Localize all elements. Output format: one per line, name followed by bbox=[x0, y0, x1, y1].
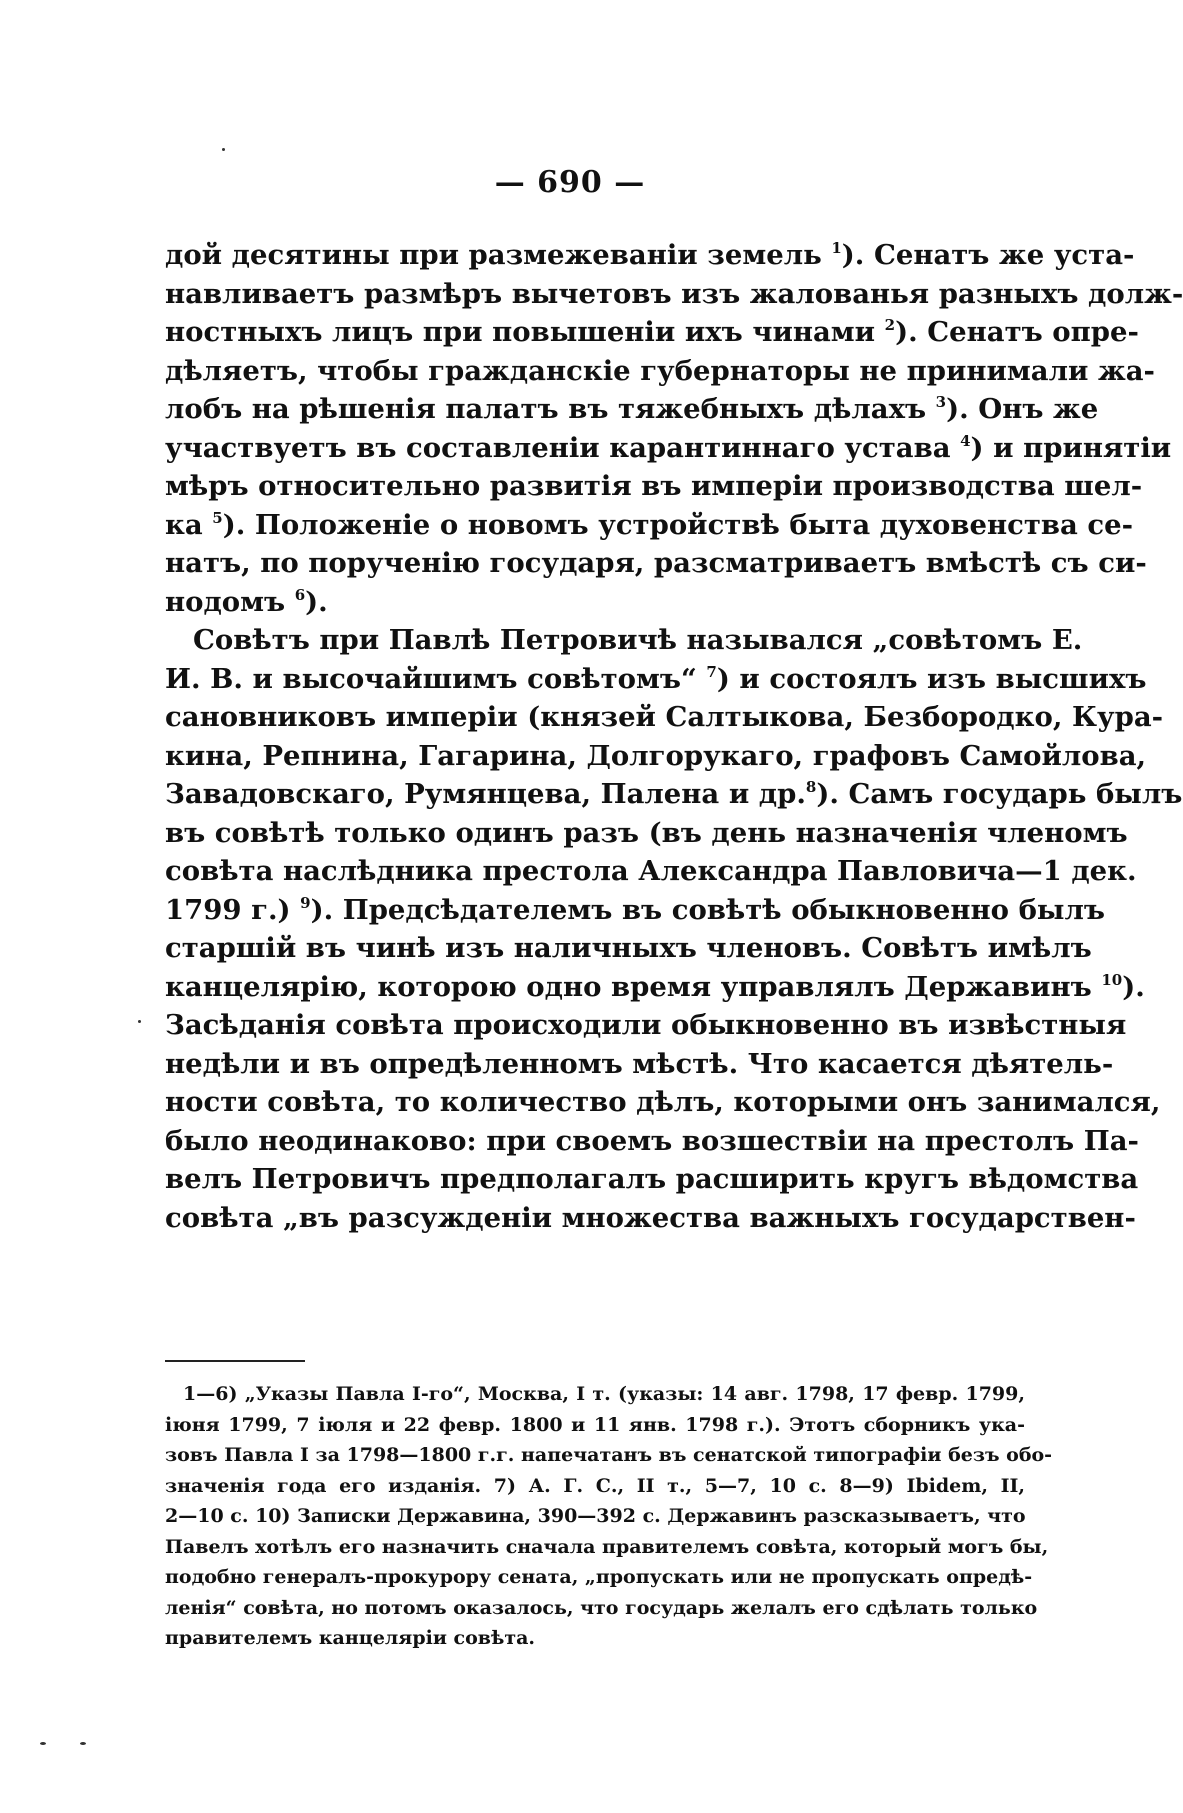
paragraph-1 bbox=[165, 236, 1183, 621]
footnote-line: подобно генералъ-прокурору сената, „пропускать или не пропускать опредѣ- bbox=[165, 1566, 1033, 1588]
text-line: дой десятины при размежеваніи земель $^1$). Сенатъ же уста- bbox=[165, 239, 1135, 271]
text-line: въ совѣтѣ только одинъ разъ (въ день назначенія членомъ bbox=[165, 816, 1128, 849]
text-line: велъ Петровичъ предполагалъ расширить кругъ вѣдомства bbox=[165, 1163, 1139, 1195]
paragraph-2 bbox=[165, 621, 1183, 1237]
print-speck bbox=[222, 148, 225, 151]
footnote-ref: 1 bbox=[831, 239, 842, 257]
text-line: старшій въ чинѣ изъ наличныхъ членовъ. Совѣтъ имѣлъ bbox=[165, 932, 1092, 964]
text-line: мѣръ относительно развитія въ имперіи производства шел- bbox=[165, 470, 1143, 502]
text-line: ка $^5$). Положеніе о новомъ устройствѣ быта духовенства се- bbox=[165, 508, 1134, 541]
footnote-line: зовъ Павла I за 1798—1800 г.г. напечатанъ въ сенатской типографіи безъ обо- bbox=[165, 1444, 1053, 1466]
text-line: натъ, по порученію государя, разсматриваетъ вмѣстѣ съ си- bbox=[165, 547, 1147, 579]
text-line: Завадовскаго, Румянцева, Палена и др.$^8$). Самъ государь былъ bbox=[165, 778, 1183, 810]
print-speck bbox=[80, 1742, 86, 1745]
footnote-line: 2—10 с. 10) Записки Державина, 390—392 с. Державинъ разсказываетъ, что bbox=[165, 1505, 1026, 1527]
text-line: ностныхъ лицъ при повышеніи ихъ чинами $^2$). Сенатъ опре- bbox=[165, 316, 1139, 348]
footnote-ref: 9 bbox=[300, 893, 311, 912]
text-line: сановниковъ имперіи (князей Салтыкова, Безбородко, Кура- bbox=[165, 701, 1164, 733]
text-line: канцелярію, которою одно время управлялъ Державинъ $^{10}$). bbox=[165, 970, 1145, 1003]
text-line: недѣли и въ опредѣленномъ мѣстѣ. Что касается дѣятель- bbox=[165, 1047, 1114, 1080]
footnote-ref: 6 bbox=[294, 585, 306, 604]
footnote-line: ленія“ совѣта, но потомъ оказалось, что государь желалъ его сдѣлать только bbox=[165, 1596, 1038, 1619]
text-line: нодомъ $^6$). bbox=[165, 585, 328, 618]
footnotes bbox=[165, 1379, 1053, 1654]
text-line: совѣта наслѣдника престола Александра Павловича—1 дек. bbox=[165, 855, 1137, 887]
text-line: ности совѣта, то количество дѣлъ, которыми онъ занимался, bbox=[165, 1086, 1161, 1118]
print-speck bbox=[138, 1020, 141, 1023]
footnote-line: правителемъ канцеляріи совѣта. bbox=[165, 1627, 536, 1649]
footnote-ref: 2 bbox=[884, 316, 896, 334]
footnote-line: іюня 1799, 7 іюля и 22 февр. 1800 и 11 янв. 1798 г.). Этотъ сборникъ ука- bbox=[165, 1413, 1025, 1436]
footnote-ref: 8 bbox=[805, 778, 817, 796]
text-line: 1799 г.) $^9$). Предсѣдателемъ въ совѣтѣ обыкновенно былъ bbox=[165, 893, 1105, 926]
text-line: И. В. и высочайшимъ совѣтомъ“ $^7$) и состоялъ изъ высшихъ bbox=[165, 662, 1147, 695]
text-line: участвуетъ въ составленіи карантиннаго устава $^4$) и принятіи bbox=[165, 431, 1172, 464]
footnote-ref: 7 bbox=[706, 662, 717, 681]
footnote-line: значенія года его изданія. 7) А. Г. С., II т., 5—7, 10 с. 8—9) Ibidem, II, bbox=[165, 1474, 1025, 1497]
page-number: — 690 — bbox=[494, 165, 646, 200]
body-text bbox=[165, 236, 1183, 1237]
text-line: лобъ на рѣшенія палатъ въ тяжебныхъ дѣлахъ $^3$). Онъ же bbox=[165, 393, 1099, 425]
footnote-line: 1—6) „Указы Павла I-го“, Москва, I т. (указы: 14 авг. 1798, 17 февр. 1799, bbox=[183, 1383, 1025, 1405]
footnote-line: Павелъ хотѣлъ его назначить сначала правителемъ совѣта, который могъ бы, bbox=[165, 1535, 1049, 1558]
footnote-ref: 10 bbox=[1101, 970, 1123, 989]
text-line: Засѣданія совѣта происходили обыкновенно въ извѣстныя bbox=[165, 1009, 1127, 1041]
footnote-ref: 3 bbox=[935, 393, 947, 411]
print-speck bbox=[40, 1742, 46, 1745]
text-line: совѣта „въ разсужденіи множества важныхъ государствен- bbox=[165, 1201, 1136, 1234]
text-line: Совѣтъ при Павлѣ Петровичѣ назывался „совѣтомъ Е. bbox=[193, 624, 1083, 656]
text-line: дѣляетъ, чтобы гражданскіе губернаторы не принимали жа- bbox=[165, 354, 1155, 387]
footnote-ref: 5 bbox=[212, 508, 223, 527]
text-line: было неодинаково: при своемъ возшествіи на престолъ Па- bbox=[165, 1124, 1139, 1157]
footnote-divider bbox=[165, 1360, 305, 1362]
text-line: кина, Репнина, Гагарина, Долгорукаго, графовъ Самойлова, bbox=[165, 739, 1147, 772]
footnote-ref: 4 bbox=[960, 431, 971, 450]
text-line: навливаетъ размѣръ вычетовъ изъ жалованья разныхъ долж- bbox=[165, 277, 1183, 310]
